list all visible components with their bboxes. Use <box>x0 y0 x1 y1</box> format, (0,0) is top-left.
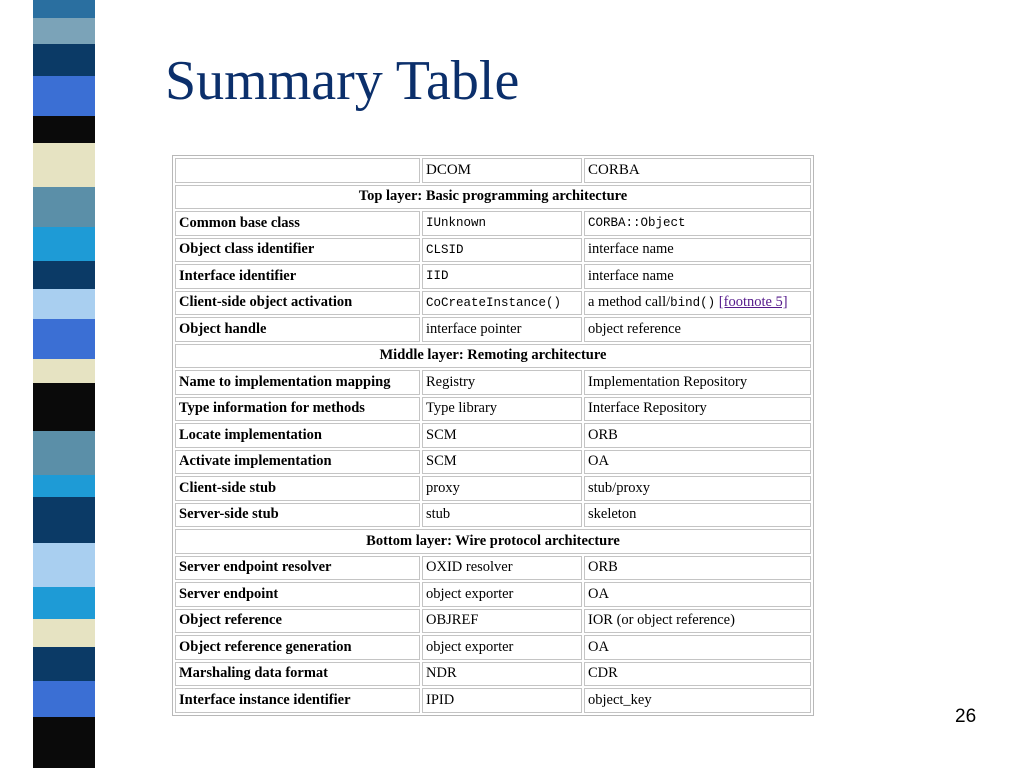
corba-cell: ORB <box>584 423 811 448</box>
table-row <box>175 211 811 236</box>
stripe-segment <box>33 681 95 717</box>
stripe-segment <box>33 187 95 227</box>
table-row <box>175 291 811 316</box>
row-label: Server endpoint resolver <box>175 556 420 581</box>
stripe-segment <box>33 717 95 768</box>
row-label: Client-side stub <box>175 476 420 501</box>
stripe-segment <box>33 143 95 187</box>
corba-cell <box>584 291 811 316</box>
summary-table-frame <box>172 155 814 716</box>
stripe-segment <box>33 289 95 319</box>
dcom-cell: OXID resolver <box>422 556 582 581</box>
row-label: Object handle <box>175 317 420 342</box>
header-cell-corba: CORBA <box>584 158 811 183</box>
row-label: Object class identifier <box>175 238 420 263</box>
section-heading: Top layer: Basic programming architecture <box>175 185 811 210</box>
corba-cell: Implementation Repository <box>584 370 811 395</box>
dcom-cell: SCM <box>422 423 582 448</box>
stripe-segment <box>33 431 95 475</box>
table-row <box>175 556 811 581</box>
footnote-link[interactable]: [footnote 5] <box>718 294 788 311</box>
table-header-row <box>175 158 811 183</box>
corba-cell: skeleton <box>584 503 811 528</box>
table-row <box>175 397 811 422</box>
stripe-segment <box>33 319 95 359</box>
stripe-segment <box>33 359 95 383</box>
table-row <box>175 476 811 501</box>
summary-table <box>173 156 813 715</box>
stripe-segment <box>33 116 95 143</box>
corba-cell: interface name <box>584 264 811 289</box>
header-cell-empty <box>175 158 420 183</box>
table-row <box>175 688 811 713</box>
stripe-segment <box>33 475 95 497</box>
corba-cell: interface name <box>584 238 811 263</box>
dcom-cell: IUnknown <box>422 211 582 236</box>
stripe-segment <box>33 543 95 587</box>
row-label: Activate implementation <box>175 450 420 475</box>
table-row <box>175 582 811 607</box>
section-heading: Bottom layer: Wire protocol architecture <box>175 529 811 554</box>
corba-cell: OA <box>584 582 811 607</box>
stripe-segment <box>33 383 95 431</box>
row-label: Object reference generation <box>175 635 420 660</box>
table-row <box>175 662 811 687</box>
corba-text: a method call/ <box>588 294 671 311</box>
table-row <box>175 423 811 448</box>
table-row <box>175 503 811 528</box>
stripe-segment <box>33 497 95 543</box>
page-number: 26 <box>955 706 977 727</box>
corba-cell: ORB <box>584 556 811 581</box>
corba-cell: object reference <box>584 317 811 342</box>
slide-title: Summary Table <box>165 50 520 112</box>
dcom-cell: OBJREF <box>422 609 582 634</box>
corba-cell: stub/proxy <box>584 476 811 501</box>
row-label: Type information for methods <box>175 397 420 422</box>
row-label: Interface identifier <box>175 264 420 289</box>
dcom-cell: CLSID <box>422 238 582 263</box>
table-row <box>175 238 811 263</box>
corba-cell: Interface Repository <box>584 397 811 422</box>
dcom-cell: CoCreateInstance() <box>422 291 582 316</box>
dcom-cell: proxy <box>422 476 582 501</box>
corba-cell: IOR (or object reference) <box>584 609 811 634</box>
corba-cell: CDR <box>584 662 811 687</box>
header-cell-dcom: DCOM <box>422 158 582 183</box>
corba-cell: OA <box>584 635 811 660</box>
stripe-segment <box>33 587 95 619</box>
decorative-stripe-bar <box>33 0 95 768</box>
row-label: Object reference <box>175 609 420 634</box>
row-label: Client-side object activation <box>175 291 420 316</box>
corba-cell: OA <box>584 450 811 475</box>
dcom-cell: IID <box>422 264 582 289</box>
table-row <box>175 450 811 475</box>
table-row <box>175 264 811 289</box>
corba-cell: CORBA::Object <box>584 211 811 236</box>
row-label: Name to implementation mapping <box>175 370 420 395</box>
dcom-cell: IPID <box>422 688 582 713</box>
section-row-top <box>175 185 811 210</box>
stripe-segment <box>33 18 95 44</box>
stripe-segment <box>33 261 95 289</box>
dcom-cell: Registry <box>422 370 582 395</box>
row-label: Server endpoint <box>175 582 420 607</box>
dcom-cell: object exporter <box>422 635 582 660</box>
dcom-cell: object exporter <box>422 582 582 607</box>
stripe-segment <box>33 76 95 116</box>
table-row <box>175 609 811 634</box>
stripe-segment <box>33 44 95 76</box>
dcom-cell: NDR <box>422 662 582 687</box>
section-row-middle <box>175 344 811 369</box>
stripe-segment <box>33 227 95 261</box>
row-label: Locate implementation <box>175 423 420 448</box>
row-label: Common base class <box>175 211 420 236</box>
row-label: Server-side stub <box>175 503 420 528</box>
stripe-segment <box>33 0 95 18</box>
dcom-cell: stub <box>422 503 582 528</box>
table-row <box>175 317 811 342</box>
row-label: Marshaling data format <box>175 662 420 687</box>
section-heading: Middle layer: Remoting architecture <box>175 344 811 369</box>
table-row <box>175 370 811 395</box>
dcom-cell: SCM <box>422 450 582 475</box>
section-row-bottom <box>175 529 811 554</box>
dcom-cell: Type library <box>422 397 582 422</box>
corba-code: bind() <box>670 296 716 311</box>
table-row <box>175 635 811 660</box>
stripe-segment <box>33 619 95 647</box>
corba-cell: object_key <box>584 688 811 713</box>
stripe-segment <box>33 647 95 681</box>
row-label: Interface instance identifier <box>175 688 420 713</box>
dcom-cell: interface pointer <box>422 317 582 342</box>
